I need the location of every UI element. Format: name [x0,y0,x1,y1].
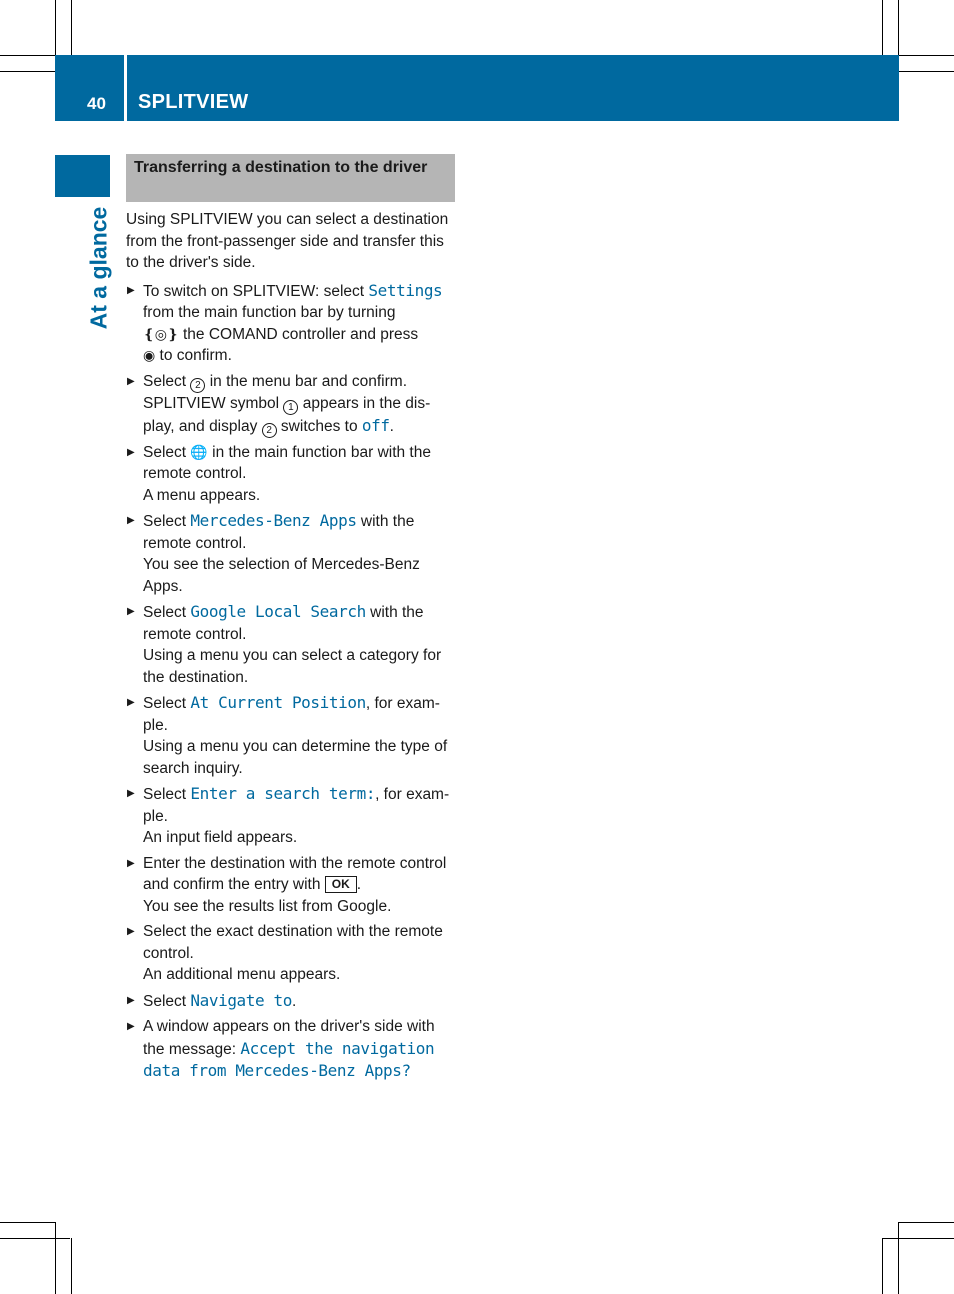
instruction-step: ▶ Select Google Local Search with the remote control. Using a menu you can select a category for the destination. [127,602,442,686]
step-arrow-icon: ▶ [127,697,135,708]
side-chapter-label: At a glance [85,206,112,330]
ui-term: Google Local Search [190,602,366,621]
step-arrow-icon: ▶ [127,788,135,799]
step-arrow-icon: ▶ [127,1021,135,1032]
crop-mark [0,55,55,56]
instruction-step: ▶ To switch on SPLITVIEW: select Settings from the main function bar by turning ❴◎❵ the COMAND controller and press ◉ to confirm. [127,280,443,364]
crop-mark [0,1222,55,1223]
instruction-step: ▶ Select Mercedes-Benz Apps with the remote control. You see the selection of Mercedes-Benz Apps. [127,511,420,595]
ui-term: Navigate to [190,990,292,1010]
crop-mark [55,1222,56,1294]
crop-mark [0,1238,70,1239]
step-arrow-icon: ▶ [127,446,135,458]
ui-term: Settings [368,280,443,300]
instruction-step: ▶ Select Enter a search term:, for exam-ple. An input field appears. [127,784,450,846]
section-heading [126,154,455,202]
crop-mark [882,1238,954,1239]
callout-2-icon: 2 [190,378,205,393]
step-arrow-icon: ▶ [127,606,135,617]
ui-term: off [361,415,390,435]
crop-mark [899,71,954,72]
side-tab [55,155,110,197]
ui-term: At Current Position [190,693,366,712]
instruction-step: ▶ Select 🌐 in the main function bar with the remote control. A menu appears. [127,443,431,504]
ui-term: Accept the navigation data from Mercedes-Benz Apps? [143,1038,435,1080]
step-arrow-icon: ▶ [127,284,135,296]
section-title: Transferring a destination to the driver [134,159,428,176]
crop-mark [0,71,55,72]
crop-mark [898,1222,899,1294]
globe-icon: 🌐 [190,443,208,460]
press-controller-icon: ◉ [143,347,156,363]
crop-mark [899,55,954,56]
step-arrow-icon: ▶ [127,926,135,937]
ui-term: Enter a search term: [190,784,376,803]
step-arrow-icon: ▶ [127,857,135,869]
crop-mark [71,1238,72,1294]
callout-2-icon: 2 [262,423,277,438]
callout-1-icon: 1 [283,400,298,415]
rotate-controller-icon: ❴◎❵ [143,325,179,342]
instruction-step: ▶ Select At Current Position, for exam-ple. Using a menu you can determine the type of search inquiry. [127,693,448,777]
content-column [126,209,458,1087]
intro-paragraph: Using SPLITVIEW you can select a destination from the front-passenger side and transfer this to the driver's side. [126,211,449,271]
instruction-step: ▶ Select Navigate to. [127,990,297,1010]
instruction-step: ▶ Select the exact destination with the remote control. An additional menu appears. [127,923,443,983]
step-arrow-icon: ▶ [127,515,135,526]
ui-term: Mercedes-Benz Apps [190,511,357,530]
instruction-step: ▶ Select 2 in the menu bar and confirm. SPLITVIEW symbol 1 appears in the dis-play, and display 2 switches to off. [127,372,431,436]
crop-mark [882,1238,883,1294]
instruction-step: ▶ Enter the destination with the remote control and confirm the entry with OK . You see the results list from Google. [127,854,447,915]
chapter-title: SPLITVIEW [138,91,249,113]
page-number: 40 [87,94,106,113]
step-arrow-icon: ▶ [127,994,135,1006]
ok-key-icon: OK [325,876,357,893]
crop-mark [882,0,883,55]
instruction-step: ▶ A window appears on the driver's side with the message: Accept the navigation data from Mercedes-Benz Apps? [127,1018,435,1080]
step-arrow-icon: ▶ [127,375,135,387]
crop-mark [899,1222,954,1223]
crop-mark [71,0,72,55]
header-divider [124,55,127,121]
